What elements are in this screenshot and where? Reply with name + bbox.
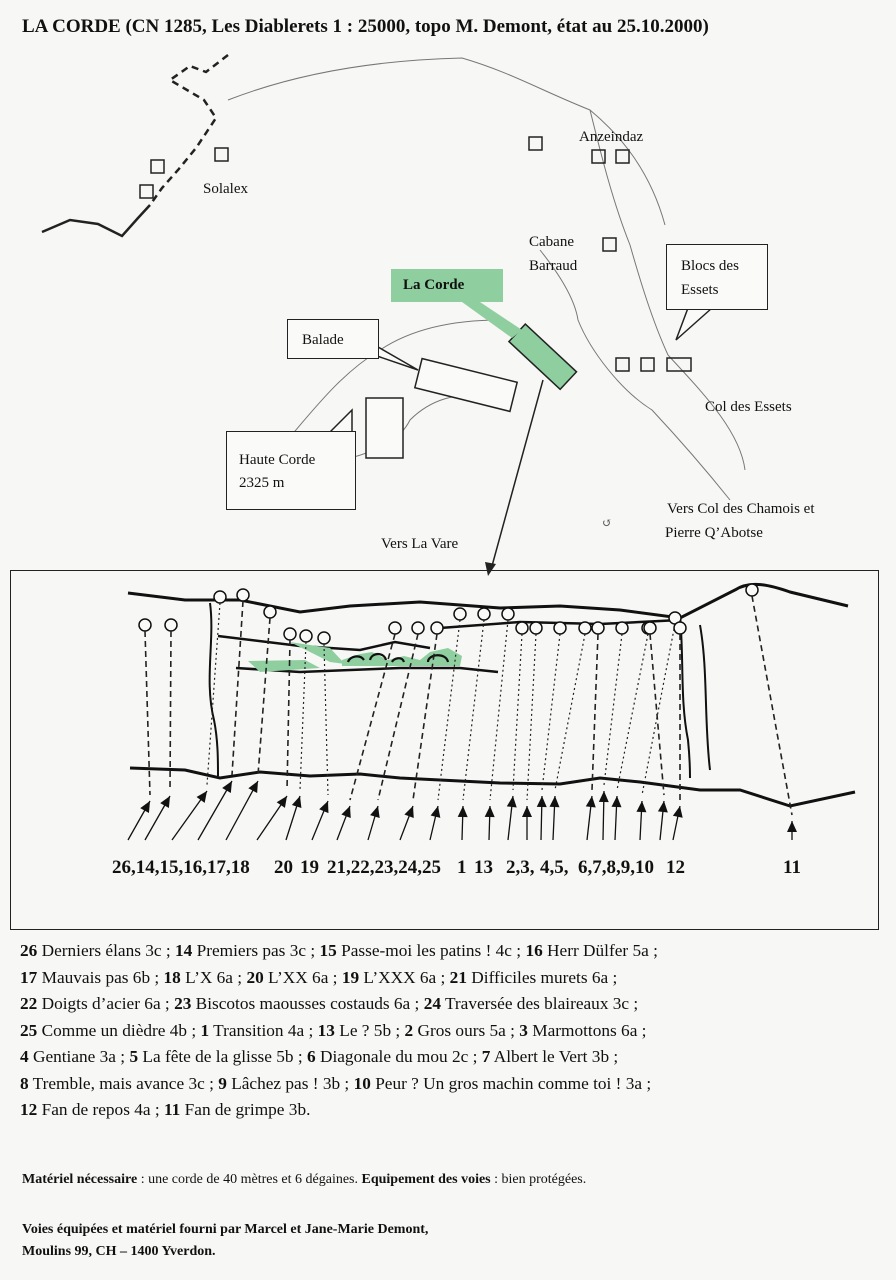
route-line bbox=[490, 620, 508, 800]
route-anchor-icon bbox=[264, 606, 276, 618]
legend-line bbox=[20, 1018, 880, 1045]
route-line bbox=[752, 596, 792, 815]
legend-entry bbox=[450, 968, 618, 987]
legend-entry bbox=[20, 994, 170, 1013]
route-number: 14 bbox=[175, 941, 193, 960]
route-arrow-icon bbox=[673, 806, 683, 818]
route-number: 15 bbox=[319, 941, 337, 960]
route-arrow-icon bbox=[522, 806, 532, 817]
label-vers-la-vare: Vers La Vare bbox=[381, 536, 459, 552]
route-number: 1 bbox=[200, 1020, 210, 1040]
route-arrow-icon bbox=[197, 791, 207, 803]
legend-entry bbox=[320, 941, 522, 960]
route-anchor-icon bbox=[616, 622, 628, 634]
route-arrow-icon bbox=[341, 806, 350, 818]
route-name: Fan de grimpe 3b. bbox=[184, 1100, 311, 1119]
route-anchor-icon bbox=[592, 622, 604, 634]
legend-entry bbox=[525, 941, 657, 960]
route-anchor-icon bbox=[165, 619, 177, 631]
route-number: 21 bbox=[449, 967, 467, 987]
label-col-des-essets: Col des Essets bbox=[705, 399, 792, 415]
route-number: 10 bbox=[353, 1073, 371, 1093]
legend-entry bbox=[342, 968, 446, 987]
legend-entry bbox=[20, 968, 159, 987]
route-anchor-icon bbox=[300, 630, 312, 642]
label-anzeindaz: Anzeindaz bbox=[579, 129, 644, 145]
route-name: Transition 4a ; bbox=[213, 1020, 314, 1040]
route-number: 19 bbox=[341, 967, 360, 987]
route-arrow-icon bbox=[431, 806, 441, 818]
route-arrow-icon bbox=[458, 806, 468, 817]
credit-address: Moulins 99, CH – 1400 Yverdon. bbox=[22, 1244, 216, 1259]
route-arrow-icon bbox=[160, 796, 170, 808]
legend-entry bbox=[20, 1047, 125, 1066]
route-name: Difficiles murets 6a ; bbox=[471, 967, 618, 987]
route-anchor-icon bbox=[516, 622, 528, 634]
route-number: 5 bbox=[129, 1047, 139, 1066]
topo-label: 11 bbox=[783, 857, 801, 878]
label-blocs: Blocs des bbox=[681, 258, 739, 274]
route-name: Gros ours 5a ; bbox=[417, 1020, 515, 1040]
route-anchor-icon bbox=[674, 622, 686, 634]
label-pierre-qabotse: Pierre Q’Abotse bbox=[665, 525, 763, 541]
topo-label: 4,5, bbox=[540, 857, 569, 878]
route-line bbox=[650, 634, 664, 795]
label-balade: Balade bbox=[302, 332, 344, 348]
route-number: 20 bbox=[246, 967, 264, 987]
route-name: Herr Dülfer 5a ; bbox=[547, 941, 658, 960]
crag-crack bbox=[680, 615, 690, 778]
route-number: 7 bbox=[481, 1047, 491, 1066]
route-line bbox=[170, 631, 171, 790]
route-name: Traversée des blaireaux 3c ; bbox=[444, 994, 639, 1013]
route-name: Doigts d’acier 6a ; bbox=[41, 994, 170, 1013]
route-number: 24 bbox=[423, 994, 441, 1013]
route-name: Fan de repos 4a ; bbox=[41, 1100, 160, 1119]
route-anchor-icon bbox=[389, 622, 401, 634]
label-haute-corde: Haute Corde bbox=[239, 452, 316, 468]
legend-entry bbox=[20, 1100, 160, 1119]
route-arrow-icon bbox=[292, 796, 302, 808]
route-name: Gentiane 3a ; bbox=[32, 1047, 126, 1066]
route-name: Premiers pas 3c ; bbox=[196, 941, 316, 960]
route-name: Lâchez pas ! 3b ; bbox=[231, 1073, 350, 1093]
route-anchor-icon bbox=[284, 628, 296, 640]
route-number: 9 bbox=[218, 1073, 227, 1093]
equipment-line bbox=[22, 1172, 586, 1188]
route-number: 12 bbox=[20, 1100, 38, 1119]
legend-entry bbox=[20, 1074, 214, 1093]
route-anchor-icon bbox=[318, 632, 330, 644]
route-anchor-icon bbox=[530, 622, 542, 634]
legend-line bbox=[20, 965, 880, 992]
route-anchor-icon bbox=[139, 619, 151, 631]
route-arrow-icon bbox=[636, 801, 646, 812]
route-anchor-icon bbox=[746, 584, 758, 596]
route-anchor-icon bbox=[579, 622, 591, 634]
legend-line bbox=[20, 1071, 880, 1098]
topo-label: 13 bbox=[474, 857, 493, 878]
small-mark: ↺ bbox=[602, 516, 613, 530]
route-name: L’XX 6a ; bbox=[268, 967, 338, 987]
route-line bbox=[592, 634, 598, 790]
route-anchor-icon bbox=[454, 608, 466, 620]
route-line bbox=[542, 634, 560, 790]
route-number: 11 bbox=[164, 1100, 181, 1119]
page-title: LA CORDE (CN 1285, Les Diablerets 1 : 25000, topo M. Demont, état au 25.10.2000) bbox=[22, 16, 709, 37]
route-name: Diagonale du mou 2c ; bbox=[319, 1047, 478, 1066]
legend-entry bbox=[20, 941, 171, 960]
route-name: Peur ? Un gros machin comme toi ! 3a ; bbox=[375, 1073, 652, 1093]
legend-entry bbox=[307, 1047, 477, 1066]
route-number: 22 bbox=[20, 994, 38, 1013]
route-name: Le ? 5b ; bbox=[339, 1020, 401, 1040]
route-arrow-icon bbox=[550, 796, 560, 807]
legend-line bbox=[20, 991, 880, 1018]
route-number: 4 bbox=[20, 1047, 29, 1066]
route-number: 16 bbox=[525, 941, 543, 960]
route-legend bbox=[20, 938, 880, 1124]
legend-entry bbox=[218, 1074, 349, 1093]
legend-line bbox=[20, 1097, 880, 1124]
green-ledge bbox=[248, 660, 320, 672]
route-number: 8 bbox=[20, 1073, 29, 1093]
topo-label: 12 bbox=[666, 857, 685, 878]
route-arrow-icon bbox=[485, 806, 495, 817]
route-arrow-icon bbox=[222, 781, 232, 793]
route-name: Passe-moi les patins ! 4c ; bbox=[341, 941, 522, 960]
route-anchor-icon bbox=[412, 622, 424, 634]
crag-base-line bbox=[130, 768, 855, 806]
route-arrow-icon bbox=[277, 796, 287, 808]
route-number: 13 bbox=[317, 1020, 335, 1040]
route-line bbox=[642, 624, 675, 795]
route-number: 25 bbox=[20, 1020, 38, 1040]
route-anchor-icon bbox=[237, 589, 249, 601]
legend-entry bbox=[174, 994, 419, 1013]
route-number: 26 bbox=[20, 941, 38, 960]
topo-label: 20 bbox=[274, 857, 293, 878]
route-line bbox=[527, 634, 536, 800]
route-arrow-icon bbox=[612, 796, 622, 807]
legend-entry bbox=[129, 1047, 302, 1066]
legend-entry bbox=[424, 994, 639, 1013]
topo-label: 21,22,23,24,25 bbox=[327, 857, 441, 878]
route-name: La fête de la glisse 5b ; bbox=[142, 1047, 303, 1066]
route-arrow-icon bbox=[787, 821, 797, 832]
route-name: L’XXX 6a ; bbox=[363, 967, 446, 987]
route-name: Biscotos maousses costauds 6a ; bbox=[195, 994, 420, 1013]
callout-la-corde: La Corde bbox=[391, 269, 503, 302]
topo-label: 1 bbox=[457, 857, 467, 878]
label-cabane: Cabane bbox=[529, 234, 574, 250]
route-number: 23 bbox=[174, 994, 192, 1013]
route-arrow-icon bbox=[586, 796, 596, 807]
route-line bbox=[324, 644, 328, 795]
route-number: 18 bbox=[163, 967, 181, 987]
route-arrow-icon bbox=[537, 796, 547, 807]
route-anchor-icon bbox=[644, 622, 656, 634]
legend-entry bbox=[519, 1021, 646, 1040]
legend-entry bbox=[246, 968, 337, 987]
credit-line: Voies équipées et matériel fourni par Marcel et Jane-Marie Demont, bbox=[22, 1222, 429, 1237]
label-altitude: 2325 m bbox=[239, 475, 285, 491]
legend-entry bbox=[405, 1021, 515, 1040]
topo-label: 19 bbox=[300, 857, 319, 878]
route-name: Mauvais pas 6b ; bbox=[41, 967, 160, 987]
label-barraud: Barraud bbox=[529, 258, 578, 274]
route-line bbox=[555, 634, 585, 790]
crag-crack bbox=[700, 625, 710, 770]
route-arrow-icon bbox=[658, 801, 668, 812]
route-number: 2 bbox=[404, 1020, 414, 1040]
route-name: Marmottons 6a ; bbox=[532, 1020, 647, 1040]
route-line bbox=[604, 634, 622, 785]
legend-entry bbox=[164, 968, 243, 987]
route-anchor-icon bbox=[214, 591, 226, 603]
route-anchor-icon bbox=[478, 608, 490, 620]
label-essets: Essets bbox=[681, 282, 719, 298]
legend-entry bbox=[20, 1021, 196, 1040]
legend-entry bbox=[354, 1074, 652, 1093]
route-arrow-icon bbox=[140, 801, 150, 813]
topo-label: 2,3, bbox=[506, 857, 535, 878]
legend-line bbox=[20, 1044, 880, 1071]
legend-entry bbox=[164, 1100, 310, 1119]
route-line bbox=[438, 620, 460, 800]
route-arrow-icon bbox=[599, 791, 609, 802]
equipement-label: Equipement des voies bbox=[361, 1172, 491, 1187]
route-line bbox=[617, 634, 648, 790]
route-number: 6 bbox=[307, 1047, 316, 1066]
label-solalex: Solalex bbox=[203, 181, 248, 197]
equipement-text: : bien protégées. bbox=[490, 1172, 587, 1187]
route-number: 17 bbox=[20, 967, 38, 987]
route-lines bbox=[128, 584, 797, 840]
route-arrow-icon bbox=[370, 806, 380, 818]
legend-line bbox=[20, 938, 880, 965]
topo-label: 26,14,15,16,17,18 bbox=[112, 857, 250, 878]
route-anchor-icon bbox=[502, 608, 514, 620]
route-number: 3 bbox=[519, 1020, 528, 1040]
route-line bbox=[513, 634, 522, 790]
materiel-text: : une corde de 40 mètres et 6 dégaines. bbox=[137, 1172, 362, 1187]
label-vers-col-des-chamois: Vers Col des Chamois et bbox=[667, 501, 815, 517]
route-arrow-icon bbox=[507, 796, 517, 807]
legend-entry bbox=[318, 1021, 401, 1040]
legend-entry bbox=[200, 1021, 313, 1040]
route-anchor-icon bbox=[554, 622, 566, 634]
route-name: Derniers élans 3c ; bbox=[41, 941, 171, 960]
materiel-label: Matériel nécessaire bbox=[22, 1172, 138, 1187]
route-name: L’X 6a ; bbox=[185, 967, 243, 987]
route-name: Comme un dièdre 4b ; bbox=[41, 1020, 197, 1040]
route-name: Albert le Vert 3b ; bbox=[493, 1047, 619, 1066]
legend-entry bbox=[482, 1047, 618, 1066]
route-line bbox=[145, 631, 150, 795]
route-arrow-icon bbox=[404, 806, 413, 818]
legend-entry bbox=[175, 941, 315, 960]
route-line bbox=[463, 620, 484, 800]
route-name: Tremble, mais avance 3c ; bbox=[32, 1073, 214, 1093]
topo-label: 6,7,8,9,10 bbox=[578, 857, 654, 878]
route-line bbox=[232, 601, 243, 775]
route-anchor-icon bbox=[431, 622, 443, 634]
